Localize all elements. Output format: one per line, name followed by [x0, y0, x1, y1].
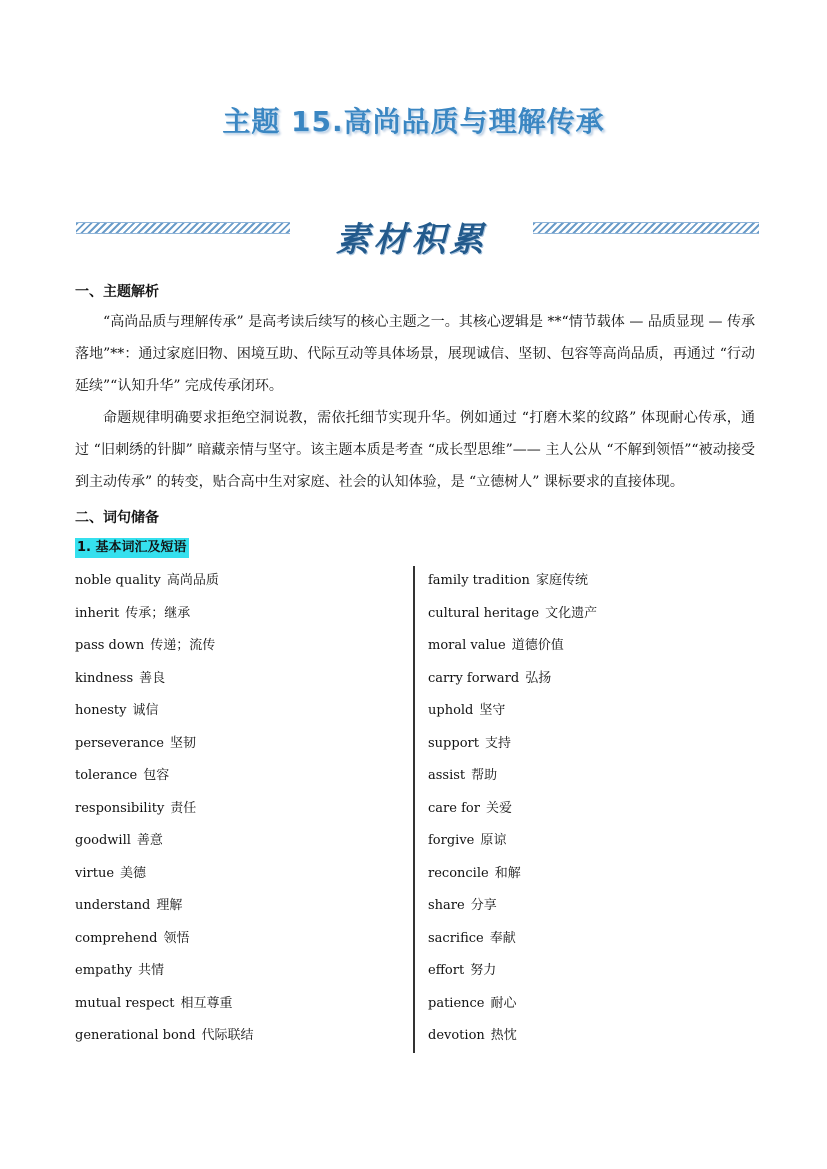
- vocabulary-item: [75, 858, 395, 891]
- vocabulary-english: noble quality: [75, 573, 161, 588]
- banner-stripe-right: [533, 222, 759, 234]
- vocabulary-chinese: 关爱: [485, 800, 512, 816]
- vocabulary-chinese: 传递；流传: [150, 638, 216, 653]
- vocabulary-chinese: 热忱: [490, 1028, 517, 1043]
- vocabulary-english: cultural heritage: [428, 605, 540, 621]
- vocabulary-item: [428, 858, 758, 891]
- vocabulary-english: goodwill: [75, 833, 131, 848]
- vocabulary-chinese: 弘扬: [525, 670, 552, 686]
- vocabulary-chinese: 共情: [138, 963, 165, 978]
- vocabulary-chinese: 善良: [139, 670, 166, 686]
- vocabulary-item: [428, 728, 758, 761]
- vocabulary-chinese: 代际联结: [201, 1028, 254, 1043]
- vocabulary-item: [428, 760, 758, 793]
- analysis-paragraph-2: 命题规律明确要求拒绝空洞说教，需依托细节实现升华。例如通过 “打磨木桨的纹路” 体现耐心传承，通过 “旧刺绣的针脚” 暗藏亲情与坚守。该主题本质是考查 “成长型思维”—— 主人公从 “不解到领悟”“被动接受到主动传承” 的转变，贴合高中生对家庭、社会的认知体验，是 “立德树人” 课标要求的直接体现。: [75, 410, 755, 490]
- vocabulary-chinese: 分享: [470, 898, 497, 913]
- vocabulary-english: support: [428, 735, 479, 751]
- analysis-paragraph-1: “高尚品质与理解传承” 是高考读后续写的核心主题之一。其核心逻辑是 **“情节载体 — 品质显现 — 传承落地”**：通过家庭旧物、困境互助、代际互动等具体场景，展现诚信、坚韧、包容等高尚品质，再通过 “行动延续”“认知升华” 完成传承闭环。: [75, 314, 755, 394]
- vocabulary-list-left: [75, 565, 395, 1053]
- vocabulary-english: family tradition: [428, 573, 530, 588]
- vocabulary-chinese: 家庭传统: [535, 573, 588, 588]
- vocabulary-chinese: 原谅: [480, 833, 507, 848]
- vocabulary-item: [75, 825, 395, 858]
- column-divider: [413, 566, 415, 1053]
- vocabulary-item: [75, 988, 395, 1021]
- vocabulary-item: [428, 793, 758, 826]
- vocabulary-english: mutual respect: [75, 995, 175, 1011]
- vocabulary-chinese: 诚信: [132, 703, 159, 718]
- vocabulary-chinese: 美德: [120, 865, 147, 881]
- vocabulary-item: [75, 1020, 395, 1053]
- vocabulary-chinese: 责任: [170, 800, 197, 816]
- vocabulary-chinese: 坚守: [479, 703, 506, 718]
- vocabulary-english: perseverance: [75, 735, 164, 751]
- vocabulary-english: uphold: [428, 703, 474, 718]
- vocabulary-english: inherit: [75, 605, 120, 621]
- vocabulary-item: [75, 923, 395, 956]
- vocabulary-list-right: [428, 565, 758, 1053]
- vocabulary-english: honesty: [75, 703, 127, 718]
- vocabulary-english: empathy: [75, 963, 133, 978]
- vocabulary-item: [428, 825, 758, 858]
- vocabulary-chinese: 坚韧: [169, 735, 196, 751]
- page-title: 主题 15.高尚品质与理解传承: [222, 105, 605, 138]
- vocabulary-chinese: 善意: [136, 833, 163, 848]
- vocabulary-english: forgive: [428, 833, 475, 848]
- vocabulary-english: virtue: [75, 865, 115, 881]
- vocabulary-english: devotion: [428, 1028, 485, 1043]
- vocabulary-chinese: 高尚品质: [166, 573, 219, 588]
- vocabulary-chinese: 文化遗产: [545, 605, 598, 621]
- vocabulary-english: carry forward: [428, 670, 520, 686]
- vocabulary-chinese: 传承；继承: [125, 605, 191, 621]
- vocabulary-chinese: 相互尊重: [180, 995, 233, 1011]
- vocabulary-item: [75, 760, 395, 793]
- vocabulary-english: tolerance: [75, 768, 138, 783]
- vocabulary-english: share: [428, 898, 465, 913]
- vocabulary-chinese: 包容: [143, 768, 170, 783]
- vocabulary-english: sacrifice: [428, 930, 484, 946]
- section-banner: [0, 208, 827, 258]
- vocabulary-english: responsibility: [75, 800, 165, 816]
- vocabulary-english: understand: [75, 898, 151, 913]
- section-heading-analysis: 一、主题解析: [75, 284, 159, 300]
- vocabulary-item: [428, 923, 758, 956]
- vocabulary-chinese: 理解: [156, 898, 183, 913]
- banner-stripe-left: [76, 222, 290, 234]
- vocabulary-item: [428, 695, 758, 728]
- vocabulary-item: [75, 793, 395, 826]
- vocabulary-chinese: 帮助: [471, 768, 498, 783]
- vocabulary-english: pass down: [75, 638, 145, 653]
- vocabulary-english: generational bond: [75, 1028, 196, 1043]
- vocabulary-chinese: 耐心: [490, 995, 517, 1011]
- vocabulary-english: moral value: [428, 638, 506, 653]
- vocabulary-subheading: 1. 基本词汇及短语: [75, 538, 189, 558]
- vocabulary-item: [428, 663, 758, 696]
- vocabulary-english: patience: [428, 995, 485, 1011]
- vocabulary-english: comprehend: [75, 930, 158, 946]
- vocabulary-item: [75, 630, 395, 663]
- vocabulary-english: kindness: [75, 670, 134, 686]
- vocabulary-item: [75, 663, 395, 696]
- vocabulary-item: [428, 1020, 758, 1053]
- vocabulary-item: [75, 565, 395, 598]
- vocabulary-item: [428, 988, 758, 1021]
- vocabulary-chinese: 道德价值: [511, 638, 564, 653]
- vocabulary-item: [428, 565, 758, 598]
- section-heading-vocabulary: 二、词句储备: [75, 510, 159, 526]
- vocabulary-item: [75, 890, 395, 923]
- vocabulary-english: effort: [428, 963, 465, 978]
- vocabulary-item: [75, 598, 395, 631]
- vocabulary-item: [428, 598, 758, 631]
- vocabulary-item: [428, 630, 758, 663]
- vocabulary-chinese: 支持: [484, 735, 511, 751]
- vocabulary-item: [75, 955, 395, 988]
- banner-title: 素材积累: [335, 220, 488, 260]
- vocabulary-chinese: 和解: [494, 865, 521, 881]
- vocabulary-english: care for: [428, 800, 480, 816]
- vocabulary-english: assist: [428, 768, 466, 783]
- vocabulary-chinese: 奉献: [489, 930, 516, 946]
- vocabulary-chinese: 领悟: [163, 930, 190, 946]
- vocabulary-item: [75, 695, 395, 728]
- vocabulary-english: reconcile: [428, 865, 489, 881]
- vocabulary-chinese: 努力: [470, 963, 497, 978]
- vocabulary-item: [428, 955, 758, 988]
- vocabulary-item: [428, 890, 758, 923]
- vocabulary-item: [75, 728, 395, 761]
